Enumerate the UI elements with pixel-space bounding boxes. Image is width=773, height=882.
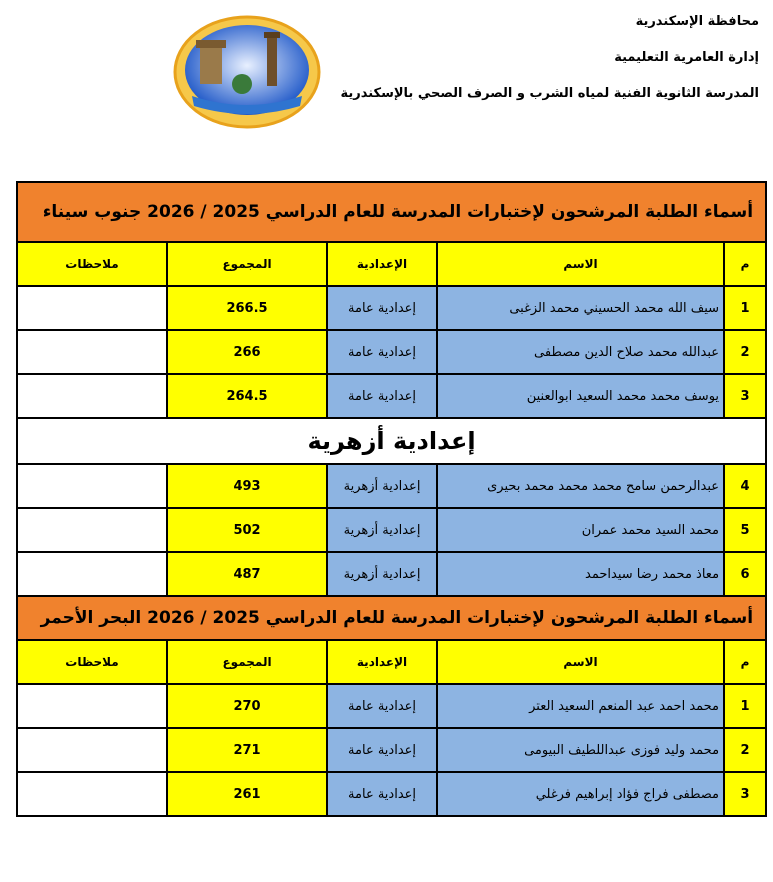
candidates-table: [16, 181, 767, 817]
row-name: يوسف محمد محمد السعيد ابوالعنين: [437, 374, 724, 418]
row-name: معاذ محمد رضا سيداحمد: [437, 552, 724, 596]
school-title: المدرسة الثانوية الفنية لمياه الشرب و الصرف الصحي بالإسكندرية: [340, 86, 759, 101]
table2-title-row: [17, 596, 766, 640]
section-label: إعدادية أزهرية: [17, 418, 766, 464]
table-row: [17, 552, 766, 596]
row-name: سيف الله محمد الحسيني محمد الزغبى: [437, 286, 724, 330]
row-name: عبدالله محمد صلاح الدين مصطفى: [437, 330, 724, 374]
table-row: [17, 374, 766, 418]
row-prep: إعدادية أزهرية: [327, 464, 437, 508]
row-total: 266.5: [167, 286, 327, 330]
row-num: 3: [724, 772, 766, 816]
row-prep: إعدادية عامة: [327, 684, 437, 728]
row-num: 2: [724, 330, 766, 374]
row-num: 1: [724, 684, 766, 728]
table-row: [17, 508, 766, 552]
row-prep: إعدادية أزهرية: [327, 552, 437, 596]
row-name: عبدالرحمن سامح محمد محمد محمد بحيرى: [437, 464, 724, 508]
row-prep: إعدادية عامة: [327, 330, 437, 374]
table2-header-row: [17, 640, 766, 684]
row-num: 3: [724, 374, 766, 418]
row-num: 2: [724, 728, 766, 772]
school-emblem-icon: [172, 14, 322, 130]
row-total: 261: [167, 772, 327, 816]
row-total: 493: [167, 464, 327, 508]
row-prep: إعدادية عامة: [327, 772, 437, 816]
table1-title: أسماء الطلبة المرشحون لإختبارات المدرسة للعام الدراسي 2025 / 2026 جنوب سيناء: [17, 182, 766, 242]
row-num: 6: [724, 552, 766, 596]
row-notes: [17, 552, 167, 596]
row-name: محمد السيد محمد عمران: [437, 508, 724, 552]
col-num-header: م: [724, 242, 766, 286]
table-row: [17, 728, 766, 772]
col-notes-header: ملاحظات: [17, 242, 167, 286]
row-notes: [17, 684, 167, 728]
col-prep-header: الإعدادية: [327, 242, 437, 286]
row-name: محمد احمد عبد المنعم السعيد العتر: [437, 684, 724, 728]
row-num: 5: [724, 508, 766, 552]
table1-header-row: [17, 242, 766, 286]
row-prep: إعدادية أزهرية: [327, 508, 437, 552]
table-row: [17, 464, 766, 508]
row-notes: [17, 286, 167, 330]
section-row: [17, 418, 766, 464]
table-row: [17, 286, 766, 330]
row-total: 487: [167, 552, 327, 596]
col-total-header: المجموع: [167, 242, 327, 286]
table1-title-row: [17, 182, 766, 242]
col-num-header: م: [724, 640, 766, 684]
row-name: محمد وليد فوزى عبداللطيف البيومى: [437, 728, 724, 772]
row-prep: إعدادية عامة: [327, 728, 437, 772]
directorate-title: إدارة العامرية التعليمية: [614, 50, 759, 65]
row-total: 266: [167, 330, 327, 374]
row-name: مصطفى فراج فؤاد إبراهيم فرغلي: [437, 772, 724, 816]
row-total: 264.5: [167, 374, 327, 418]
table-row: [17, 772, 766, 816]
row-notes: [17, 728, 167, 772]
table-row: [17, 684, 766, 728]
row-num: 4: [724, 464, 766, 508]
row-total: 270: [167, 684, 327, 728]
col-name-header: الاسم: [437, 242, 724, 286]
col-notes-header: ملاحظات: [17, 640, 167, 684]
row-num: 1: [724, 286, 766, 330]
row-total: 271: [167, 728, 327, 772]
row-notes: [17, 330, 167, 374]
row-prep: إعدادية عامة: [327, 374, 437, 418]
table2-title: أسماء الطلبة المرشحون لإختبارات المدرسة للعام الدراسي 2025 / 2026 البحر الأحمر: [17, 596, 766, 640]
row-prep: إعدادية عامة: [327, 286, 437, 330]
col-prep-header: الإعدادية: [327, 640, 437, 684]
table-row: [17, 330, 766, 374]
row-notes: [17, 772, 167, 816]
row-total: 502: [167, 508, 327, 552]
row-notes: [17, 508, 167, 552]
col-name-header: الاسم: [437, 640, 724, 684]
row-notes: [17, 374, 167, 418]
col-total-header: المجموع: [167, 640, 327, 684]
row-notes: [17, 464, 167, 508]
governorate-title: محافظة الإسكندرية: [635, 14, 759, 29]
